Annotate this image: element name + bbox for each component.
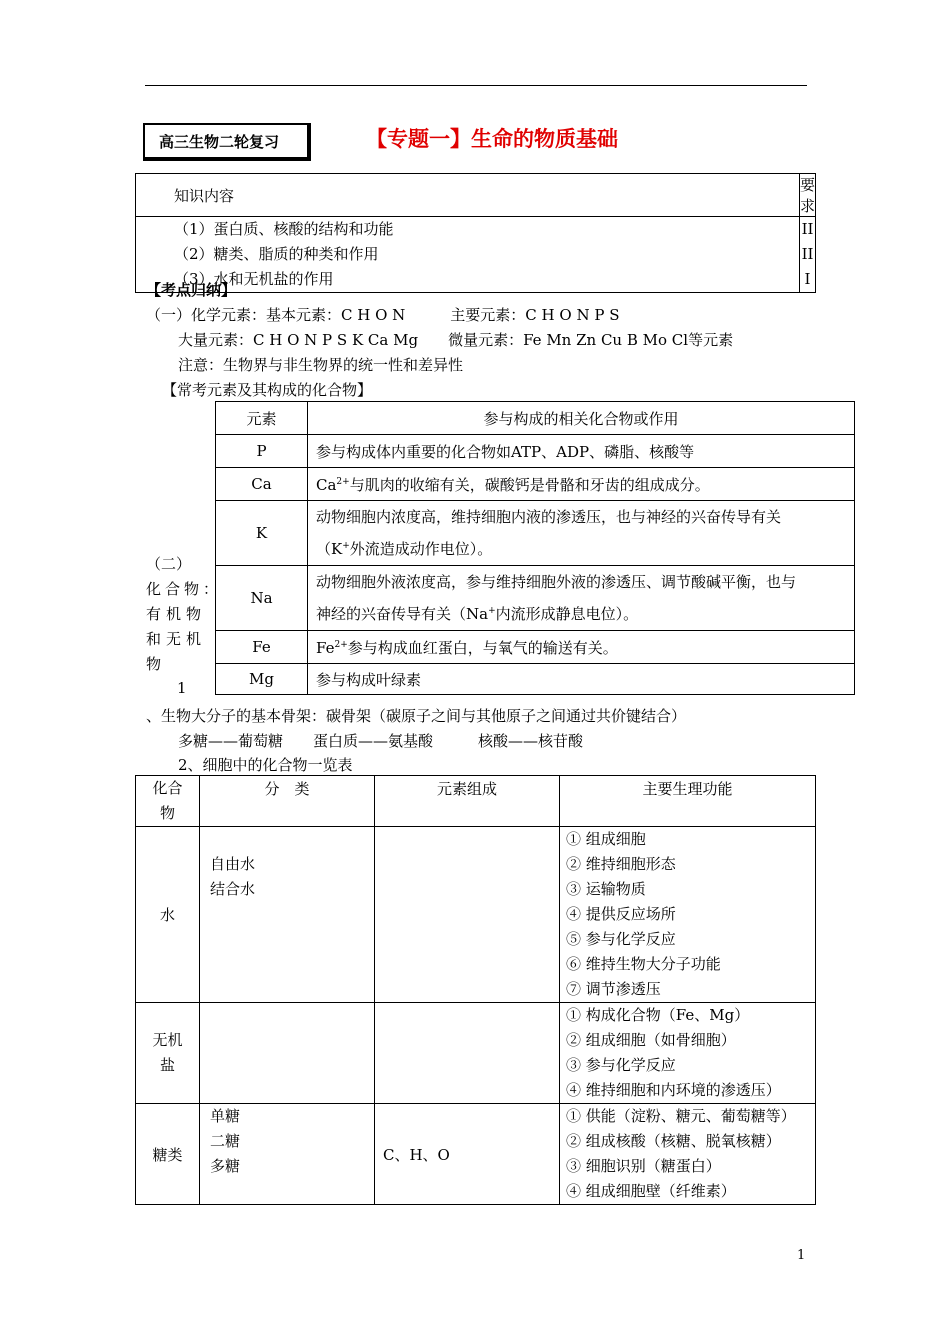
element-role: 参与构成体内重要的化合物如ATP、ADP、磷脂、核酸等 <box>308 435 855 468</box>
compound-functions <box>560 827 816 1003</box>
top-rule <box>145 85 807 86</box>
skeleton-line: 、生物大分子的基本骨架：碳骨架（碳原子之间与其他原子之间通过共价键结合） <box>146 707 687 725</box>
role-text: 与肌肉的收缩有关，碳酸钙是骨骼和牙齿的组成成分。 <box>349 475 710 494</box>
function-item: ⑦ 调节渗透压 <box>566 980 661 998</box>
element-symbol: Mg <box>216 664 308 695</box>
page-number: 1 <box>797 1248 806 1263</box>
requirement-row: （2）糖类、脂质的种类和作用 <box>174 245 379 263</box>
col-header-role: 参与构成的相关化合物或作用 <box>308 402 855 435</box>
category-item: 多糖 <box>210 1157 241 1175</box>
element-symbol: P <box>216 435 308 468</box>
side-label-line: 有机物 <box>146 605 207 623</box>
function-item: ① 组成细胞 <box>566 830 646 848</box>
function-item: ① 供能（淀粉、糖元、葡萄糖等） <box>566 1107 796 1125</box>
role-line <box>316 598 854 630</box>
requirements-table <box>135 173 816 293</box>
compound-elements: C、H、O <box>375 1104 560 1205</box>
function-item: ② 维持细胞形态 <box>566 855 676 873</box>
compound-categories <box>200 827 375 1003</box>
role-text: Ca <box>316 475 337 494</box>
element-role: 参与构成叶绿素 <box>308 664 855 695</box>
role-text: Fe <box>316 638 335 657</box>
summary-line-major-minor: 大量元素：C H O N P S K Ca Mg 微量元素：Fe Mn Zn Cu B Mo Cl等元素 <box>178 331 734 349</box>
role-text: 内流形成静息电位）。 <box>495 605 639 623</box>
requirement-level: I <box>804 270 811 288</box>
side-label-line: 和无机 <box>146 630 207 648</box>
role-line: 动物细胞内浓度高，维持细胞内液的渗透压，也与神经的兴奋传导有关 <box>316 508 782 526</box>
side-label-line: （二） <box>146 555 192 573</box>
side-label-line: 化合物： <box>146 580 223 598</box>
compound-functions <box>560 1003 816 1104</box>
compound-name <box>136 1003 200 1104</box>
role-superscript: + <box>342 541 350 551</box>
side-label-line: 1 <box>177 679 187 697</box>
function-item: ⑥ 维持生物大分子功能 <box>566 955 721 973</box>
summary-line-elements: （一）化学元素：基本元素：C H O N 主要元素：C H O N P S <box>146 306 620 324</box>
element-symbol: Fe <box>216 631 308 664</box>
compound-name-line: 无机 <box>152 1031 183 1049</box>
function-item: ③ 参与化学反应 <box>566 1056 676 1074</box>
function-item: ② 组成核酸（核糖、脱氧核糖） <box>566 1132 781 1150</box>
requirement-level: II <box>801 220 814 238</box>
category-item: 单糖 <box>210 1107 241 1125</box>
requirement-row: （1）蛋白质、核酸的结构和功能 <box>174 220 394 238</box>
element-symbol: Ca <box>216 468 308 501</box>
compound-categories <box>200 1104 375 1205</box>
compound-name-line: 盐 <box>159 1056 175 1074</box>
compound-functions <box>560 1104 816 1205</box>
page-title: 【专题一】生命的物质基础 <box>366 127 618 151</box>
compound-elements <box>375 1003 560 1104</box>
element-role <box>308 501 855 566</box>
compound-elements <box>375 827 560 1003</box>
role-text: 外流造成动作电位）。 <box>349 540 493 558</box>
category-item: 二糖 <box>210 1132 241 1150</box>
compound-name: 糖类 <box>136 1104 200 1205</box>
col-header-function: 主要生理功能 <box>560 776 816 827</box>
header-line: 物 <box>159 804 175 822</box>
requirement-row: （3）水和无机盐的作用 <box>174 270 334 288</box>
elements-table <box>215 401 855 695</box>
element-role <box>308 566 855 631</box>
function-item: ④ 维持细胞和内环境的渗透压） <box>566 1081 781 1099</box>
category-item: 结合水 <box>210 880 256 898</box>
requirement-level: II <box>801 245 814 263</box>
skeleton-examples: 多糖——葡萄糖 蛋白质——氨基酸 核酸——核苷酸 <box>178 732 584 750</box>
role-superscript: 2+ <box>334 639 348 650</box>
function-item: ⑤ 参与化学反应 <box>566 930 676 948</box>
role-text: （K <box>316 540 343 558</box>
summary-line-common-elements: 【常考元素及其构成的化合物】 <box>162 381 373 399</box>
compounds-heading: 2、细胞中的化合物一览表 <box>178 756 353 774</box>
summary-line-note: 注意：生物界与非生物界的统一性和差异性 <box>178 356 464 374</box>
function-item: ③ 细胞识别（糖蛋白） <box>566 1157 721 1175</box>
role-superscript: 2+ <box>336 476 350 487</box>
col-header-content: 知识内容 <box>136 174 800 217</box>
function-item: ① 构成化合物（Fe、Mg） <box>566 1006 750 1024</box>
header-line: 化合 <box>152 779 183 797</box>
role-line <box>316 533 854 565</box>
role-text: 参与构成血红蛋白，与氧气的输送有关。 <box>347 638 618 657</box>
col-header-requirement: 要求 <box>799 174 815 217</box>
element-symbol: Na <box>216 566 308 631</box>
element-symbol: K <box>216 501 308 566</box>
side-label-line: 物 <box>146 655 162 673</box>
element-role <box>308 631 855 664</box>
col-header-elements: 元素组成 <box>375 776 560 827</box>
course-label-box: 高三生物二轮复习 <box>143 123 311 161</box>
function-item: ④ 提供反应场所 <box>566 905 676 923</box>
requirements-level-cell <box>799 217 815 293</box>
role-text: 神经的兴奋传导有关（Na <box>316 605 489 623</box>
role-superscript: + <box>488 606 496 616</box>
col-header-category: 分 类 <box>200 776 375 827</box>
compounds-table <box>135 775 816 1205</box>
role-line: 动物细胞外液浓度高，参与维持细胞外液的渗透压、调节酸碱平衡，也与 <box>316 573 797 591</box>
element-role <box>308 468 855 501</box>
compound-categories <box>200 1003 375 1104</box>
col-header-compound <box>136 776 200 827</box>
category-item: 自由水 <box>210 855 256 873</box>
col-header-element: 元素 <box>216 402 308 435</box>
function-item: ③ 运输物质 <box>566 880 646 898</box>
function-item: ② 组成细胞（如骨细胞） <box>566 1031 736 1049</box>
summary-heading: 【考点归纳】 <box>146 281 237 299</box>
compound-name: 水 <box>136 827 200 1003</box>
function-item: ④ 组成细胞壁（纤维素） <box>566 1182 736 1200</box>
